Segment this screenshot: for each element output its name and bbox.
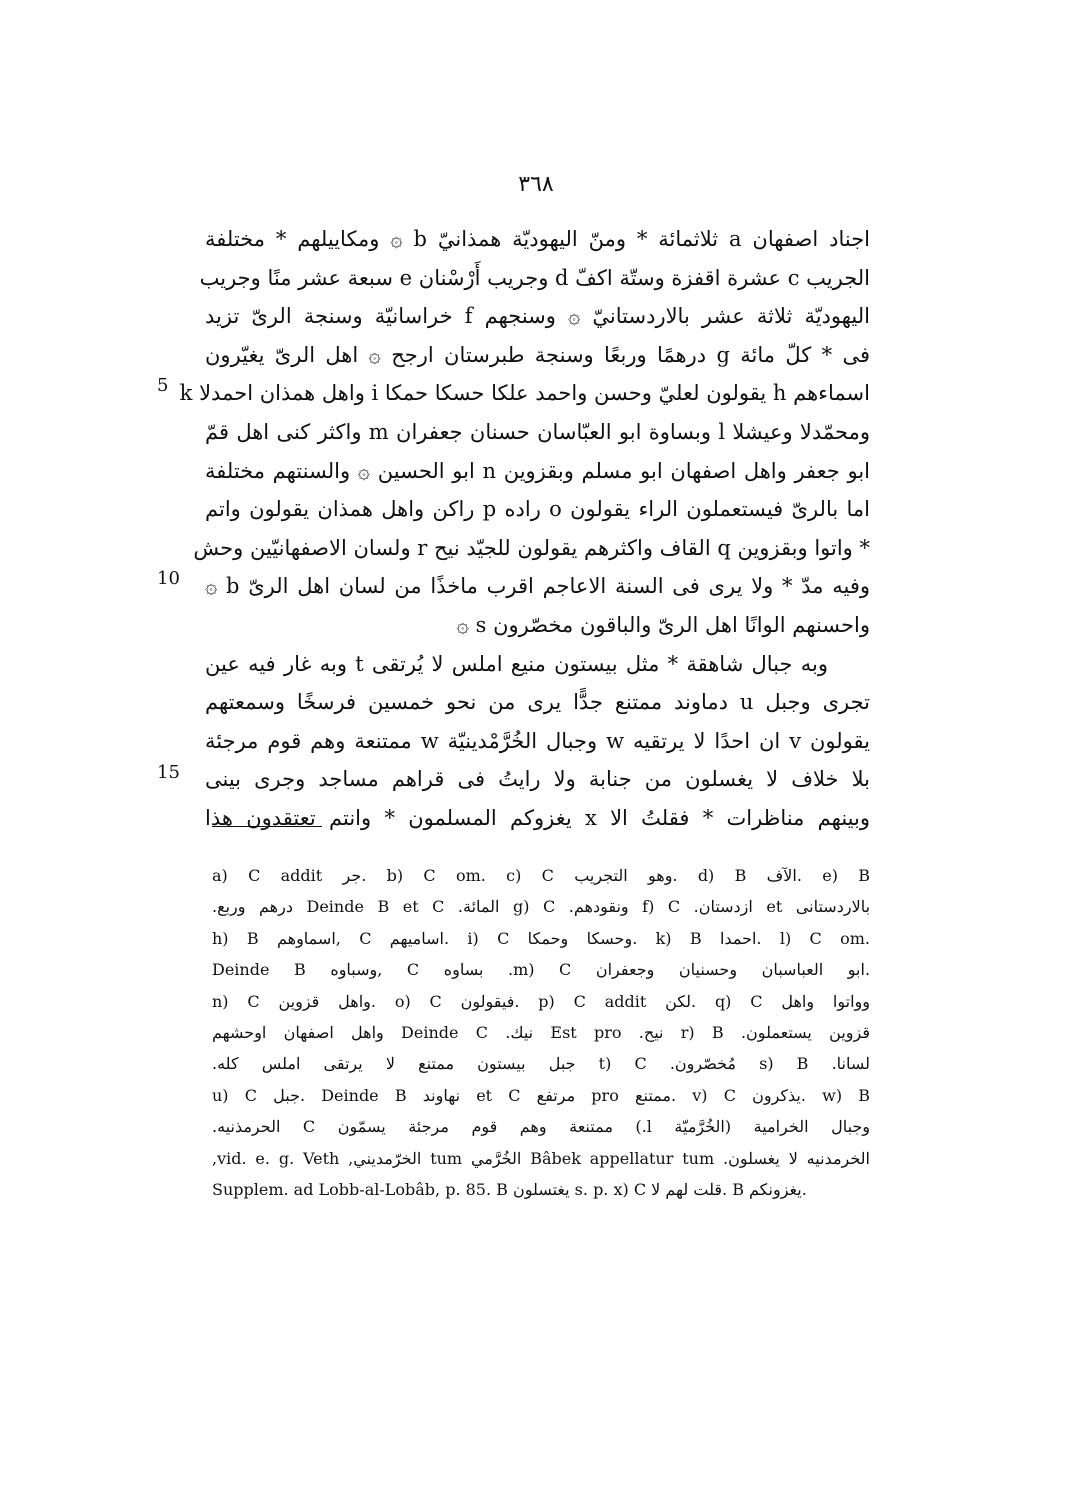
text-line-12: وبه جبال شاهقة * مثل بيستون منيع املس لا يُرتقى t وبه غار فيه عين (205, 651, 828, 676)
page-number: ٣٦٨ (518, 172, 554, 197)
footnote-line-3: h) B اسماوهم, C اسامیهم. i) C وحسكا وحمكا. k) B احمدا. l) C om. (212, 928, 871, 948)
footnote-line-10: الخرمدنيه لا يغسلون. Bâbek appellatur tum الخُرَّمي tum الخرّمديني, vid. e. g. Veth, (212, 1148, 870, 1168)
line-number-5: 5 (157, 375, 169, 396)
footnote-line-4: Deinde B وسباوه, C بساوه .m) C ابو العباسبان وحسنيان وجعفران. (212, 960, 871, 980)
footnote-line-8: u) C جبل. Deinde B نهاوند et C مرتفع pro ممتنع. v) C يذكرون. w) B (212, 1085, 871, 1105)
footnotes-block (212, 860, 870, 1205)
text-line-2: الجريب c عشرة اقفزة وستّة اكفّ d وجريب أَرْسْنان e سبعة عشر منًا وجريب (199, 265, 870, 290)
text-line-14: يقولون v ان احدًا لا يرتقيه w وجبال الخُرَّمْدينيّة w ممتنعة وهم قوم مرجئة (205, 728, 870, 753)
text-line-8: اما بالرىّ فيستعملون الراء يقولون o راده p راكن واهل همذان يقولون واتم (205, 497, 870, 522)
text-line-4: فى * كلّ مائة g درهمًا وربعًا وسنجة طبرستان ارجح ۞ اهل الرىّ يغيّرون (205, 342, 871, 367)
footnote-line-1: a) C addit جر. b) C om. c) C وهو التجريب. d) B الآف. e) B (212, 866, 870, 885)
text-line-3: اليهوديّة ثلاثة عشر بالاردستانيّ ۞ وسنجهم f خراسانيّة وسنجة الرىّ تزيد (205, 304, 871, 329)
text-line-5: اسماءهم h يقولون لعليّ وحسن واحمد علكا حسكا حمكا i واهل همذان احمدلا k (179, 381, 870, 406)
text-line-16: وبينهم مناظرات * فقلتُ الا x يغزوكم المسلمون * وانتم تعتقدون هذا (205, 805, 870, 830)
footnote-line-7: لسانا. s) B مُخصّرون. t) C جبل بيستون ممتنع لا يرتقى املس كله. (212, 1054, 871, 1074)
footnote-line-2: بالاردستانى et ازدستان. f) C ونقودهم. g) C المائة. Deinde B et C درهم وربع. (212, 897, 871, 917)
line-number-10: 10 (157, 568, 180, 589)
footnote-line-9: وجبال الخرامية (الخُرَّميّة l.) ممتنعة وهم قوم مرجئة يسمّون C الحرمذنيه. (212, 1117, 871, 1137)
footnote-line-5: n) C واهل قزوين. o) C فيقولون. p) C addit لكن. q) C وواتوا واهل (212, 991, 870, 1011)
footnote-line-11: Supplem. ad Lobb-al-Lobâb, p. 85. B يغتسلون s. p. x) C قلت لهم لا. B يغزونكم. (212, 1179, 807, 1199)
text-line-9: * واتوا وبقزوين q القاف واكثرهم يقولون للجيّد نيح r ولسان الاصفهانيّين وحش (193, 535, 870, 560)
text-line-15: بلا خلاف لا يغسلون من جنابة ولا رايتُ فى قراهم مساجد وجرى بينى (205, 767, 870, 792)
text-line-11: واحسنهم الوانًا اهل الرىّ والباقون مخصّرون s ۞ (456, 612, 870, 637)
text-line-7: ابو جعفر واهل اصفهان ابو مسلم وبقزوين n ابو الحسين ۞ والسنتهم مختلفة (205, 458, 870, 483)
text-line-10: وفيه مدّ * ولا يرى فى السنة الاعاجم اقرب ماخذًا من لسان اهل الرىّ b ۞ (205, 574, 871, 599)
text-line-13: تجرى وجبل u دماوند ممتنع جدًّا يرى من نحو خمسين فرسخًا وسمعتهم (205, 690, 871, 715)
text-line-6: ومحمّدلا وعيشلا l وبساوة ابو العبّاسان حسنان جعفران m واكثر كنى اهل قمّ (205, 419, 871, 444)
line-number-15: 15 (157, 762, 180, 783)
footnote-line-6: قزوين يستعملون. r) B نيح. Est pro نيك. Deinde C واهل اصفهان اوحشهم (212, 1022, 870, 1042)
footnote-divider (212, 826, 322, 827)
text-line-1: اجناد اصفهان a ثلاثمائة * ومنّ اليهوديّة همذانيّ b ۞ ومكاييلهم * مختلفة (205, 227, 871, 251)
main-text-block (179, 220, 871, 838)
